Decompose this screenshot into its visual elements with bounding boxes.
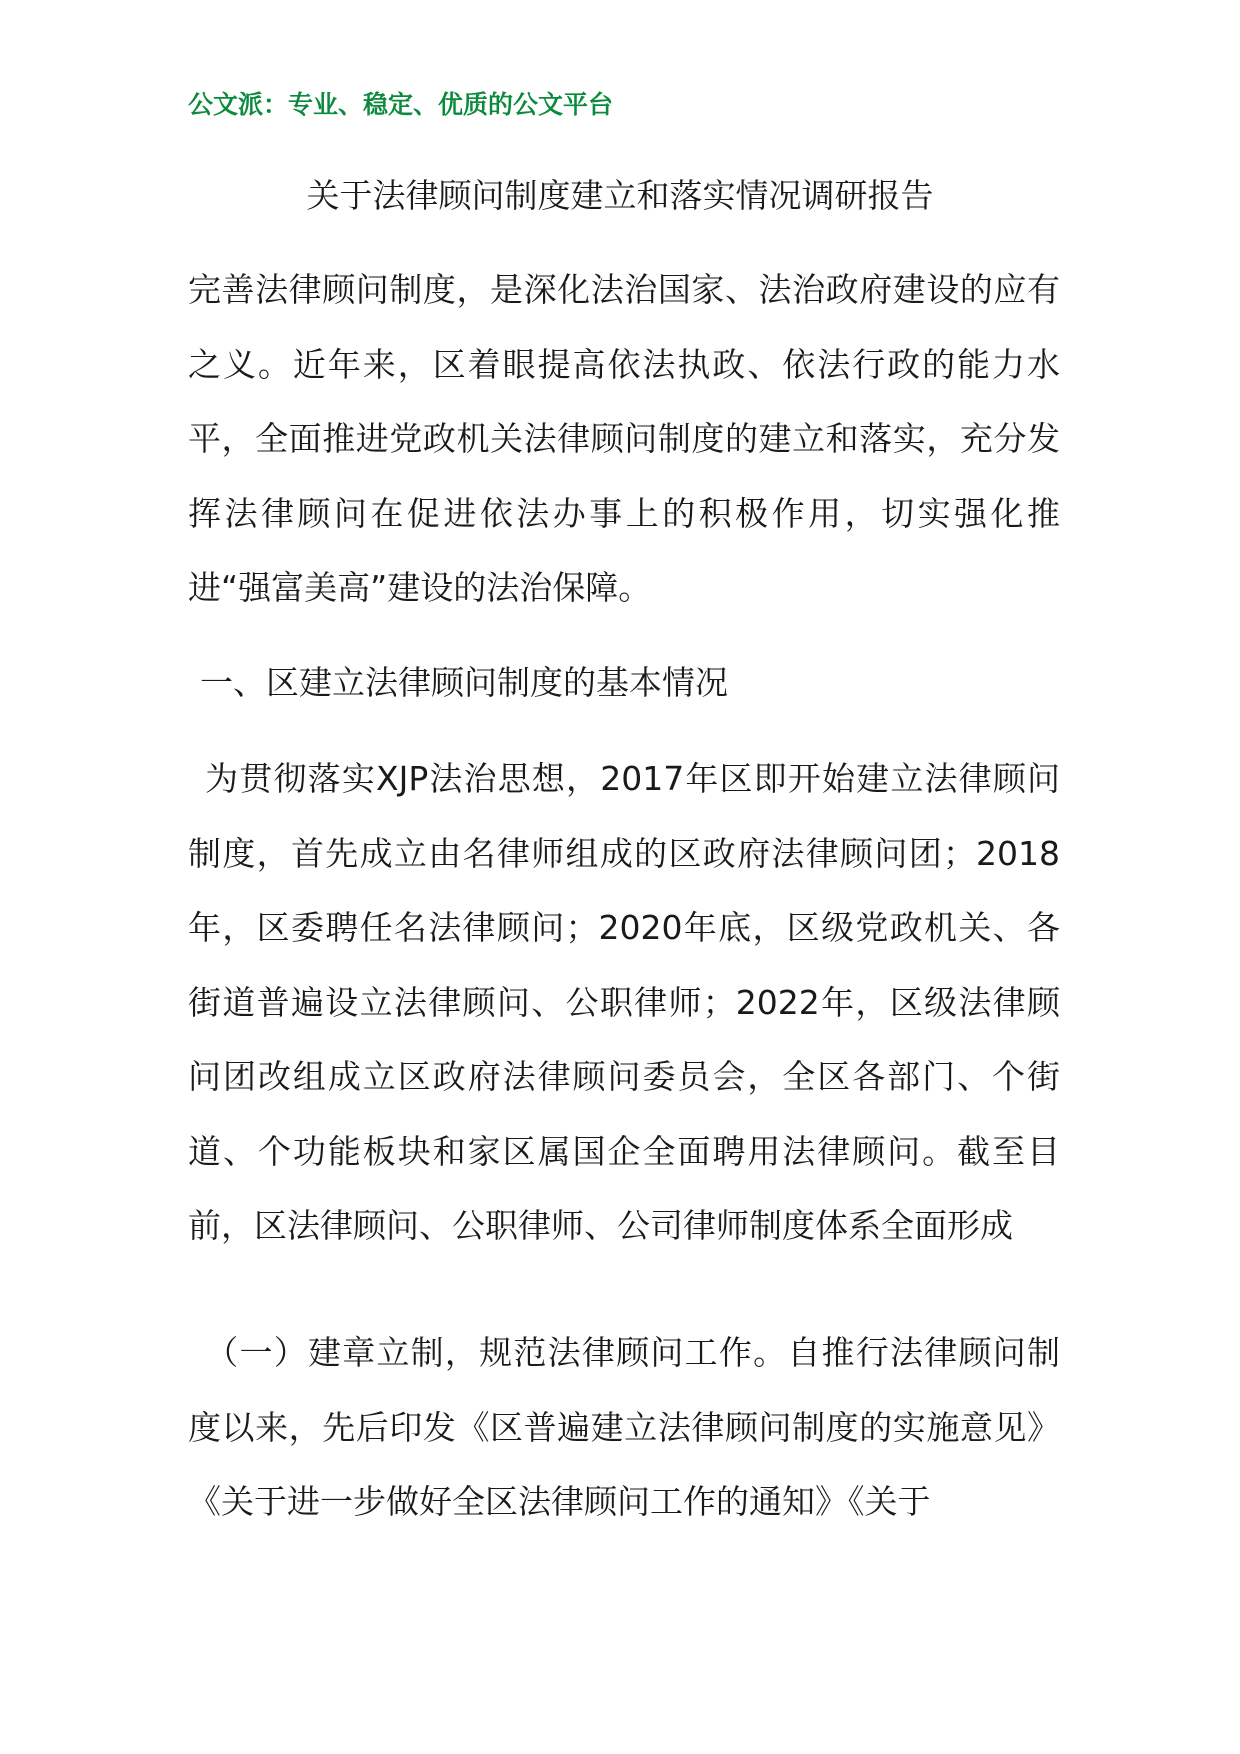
paragraph-subsection-1-text: （一）建章立制，规范法律顾问工作。自推行法律顾问制度以来，先后印发《区普遍建立法律顾问制度的实施意见》《关于进一步做好全区法律顾问工作的通知》《关于 bbox=[188, 1333, 1060, 1521]
section-heading-1: 一、区建立法律顾问制度的基本情况 bbox=[200, 663, 728, 702]
paragraph-basic-situation-text: 为贯彻落实XJP法治思想，2017年区即开始建立法律顾问制度，首先成立由名律师组成的区政府法律顾问团；2018年，区委聘任名法律顾问；2020年底，区级党政机关、各街道普遍设立法律顾问、公职律师；2022年，区级法律顾问团改组成立区政府法律顾问委员会，全区各部门、个街道、个功能板块和家区属国企全面聘用法律顾问。截至目前，区法律顾问、公职律师、公司律师制度体系全面形成 bbox=[188, 759, 1060, 1245]
paragraph-subsection-1 bbox=[188, 1316, 1060, 1540]
paragraph-intro: 完善法律顾问制度，是深化法治国家、法治政府建设的应有之义。近年来，区着眼提高依法执政、依法行政的能力水平，全面推进党政机关法律顾问制度的建立和落实，充分发挥法律顾问在促进依法办事上的积极作用，切实强化推进“强富美高”建设的法治保障。 bbox=[188, 270, 1060, 607]
document-title: 关于法律顾问制度建立和落实情况调研报告 bbox=[306, 176, 934, 215]
brand-header-line: 公文派：专业、稳定、优质的公文平台 bbox=[188, 90, 614, 119]
paragraph-basic-situation bbox=[188, 742, 1060, 1264]
